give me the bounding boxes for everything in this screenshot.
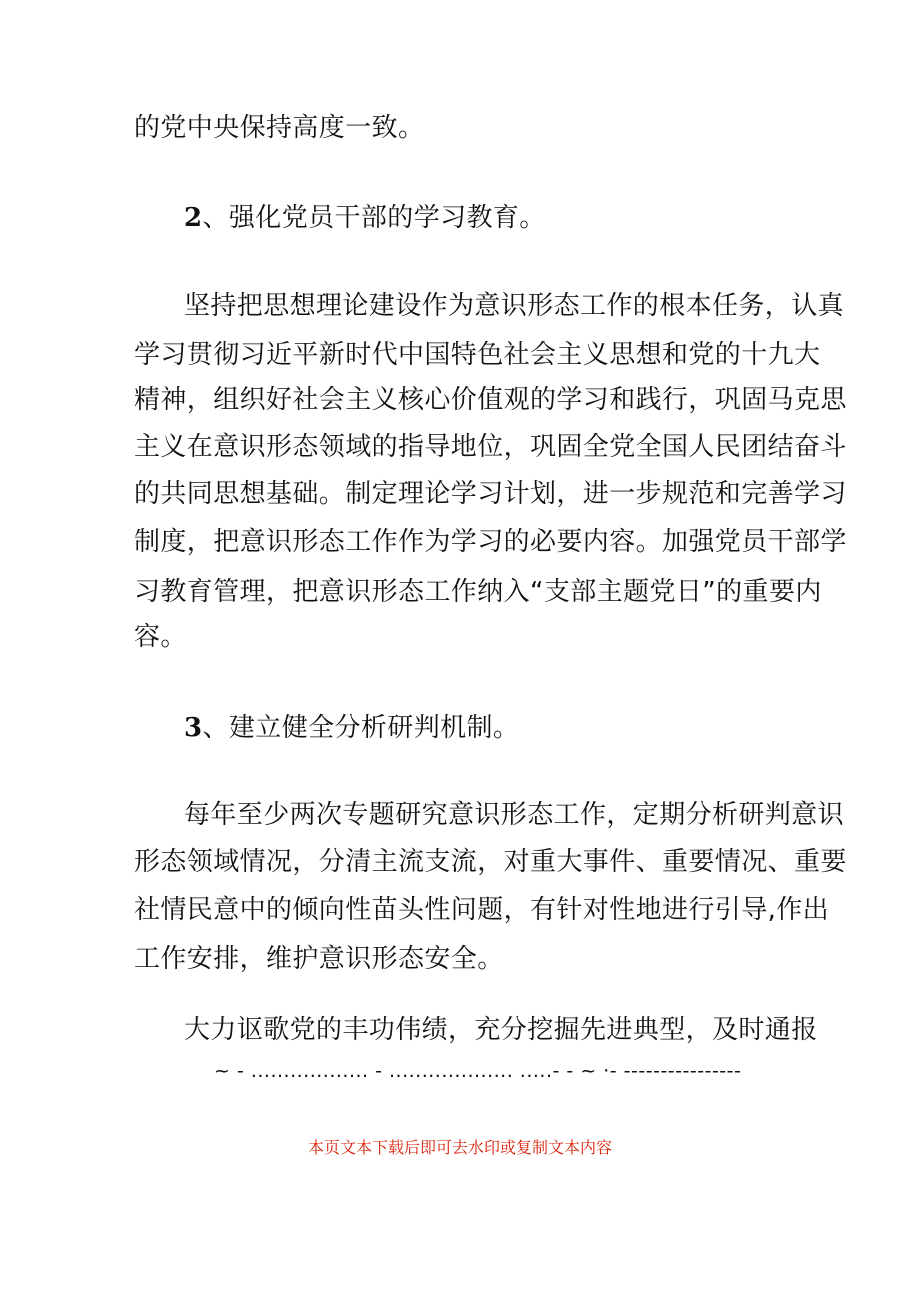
paragraph-line: 工作安排，维护意识形态安全。 (134, 944, 504, 974)
paragraph-line: 容。 (134, 622, 187, 652)
paragraph-line: 坚持把思想理论建设作为意识形态工作的根本任务，认真 (184, 291, 845, 321)
paragraph-line: 的党中央保持高度一致。 (134, 113, 425, 143)
heading-text: 、强化党员干部的学习教育。 (202, 203, 546, 233)
dotted-separator: ~ - .................. - ................... .....- - ~ ·- ---------------- (214, 1060, 742, 1082)
heading-text: 、建立健全分析研判机制。 (202, 713, 520, 743)
heading-number: 3 (184, 713, 203, 743)
paragraph-line: 的共同思想基础。制定理论学习计划，进一步规范和完善学习 (134, 479, 847, 509)
heading-number: 2 (184, 203, 203, 233)
section-heading-2 (184, 203, 546, 233)
paragraph-line: 形态领域情况，分清主流支流，对重大事件、重要情况、重要 (134, 847, 847, 877)
paragraph-line: 每年至少两次专题研究意识形态工作，定期分析研判意识 (184, 800, 845, 830)
paragraph-line: 大力讴歌党的丰功伟绩，充分挖掘先进典型，及时通报 (184, 1015, 818, 1045)
paragraph-line: 社情民意中的倾向性苗头性问题，有针对性地进行引导,作出 (134, 895, 830, 925)
paragraph-line: 精神，组织好社会主义核心价值观的学习和践行，巩固马克思 (134, 385, 847, 415)
paragraph-line: 学习贯彻习近平新时代中国特色社会主义思想和党的十九大 (134, 340, 821, 370)
watermark-notice: 本页文本下载后即可去水印或复制文本内容 (307, 1138, 612, 1157)
paragraph-line: 主义在意识形态领域的指导地位，巩固全党全国人民团结奋斗 (134, 432, 847, 462)
section-heading-3 (184, 713, 519, 743)
paragraph-line: 制度，把意识形态工作作为学习的必要内容。加强党员干部学 (134, 527, 847, 557)
paragraph-line: 习教育管理，把意识形态工作纳入“支部主题党日”的重要内 (134, 577, 822, 607)
